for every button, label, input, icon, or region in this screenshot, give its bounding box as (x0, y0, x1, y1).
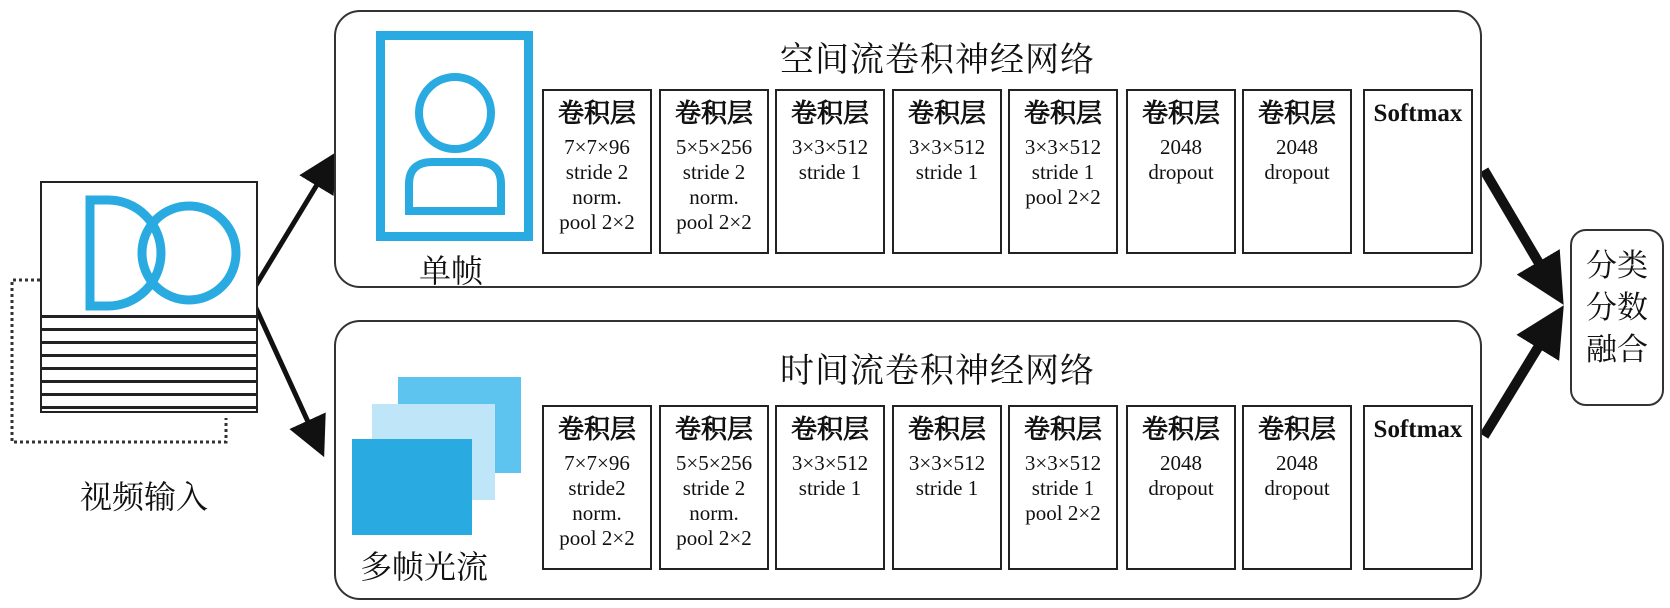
spatial-layer-2 (659, 89, 769, 254)
layer-spec: stride 2 (565, 160, 629, 184)
temporal-layer-7 (1242, 405, 1352, 570)
layer-spec: stride 2 (682, 160, 746, 184)
fusion-line: 分数 (1586, 290, 1648, 326)
layer-spec: 2048 (1276, 451, 1318, 475)
arrow-spatial-to-fusion (1484, 170, 1556, 292)
layer-spec: dropout (1264, 160, 1330, 184)
layer-name: 卷积层 (674, 415, 753, 445)
layer-spec: 3×3×512 (908, 135, 986, 159)
arrow-to-spatial (250, 160, 332, 295)
layer-spec: stride 1 (1031, 476, 1095, 500)
layer-spec: norm. (572, 185, 622, 209)
frame-lines (42, 315, 256, 411)
temporal-layer-8 (1363, 405, 1473, 570)
layer-name: 卷积层 (557, 99, 636, 129)
layer-name: 卷积层 (1141, 99, 1220, 129)
layer-name: 卷积层 (1023, 415, 1102, 445)
layer-spec: stride 2 (682, 476, 746, 500)
layer-spec: 2048 (1160, 135, 1202, 159)
layer-name: 卷积层 (790, 99, 869, 129)
spatial-layer-3 (775, 89, 885, 254)
spatial-layer-7 (1242, 89, 1352, 254)
spatial-stream-title: 空间流卷积神经网络 (780, 40, 1095, 80)
layer-spec: pool 2×2 (1025, 501, 1101, 525)
fusion-line: 分类 (1586, 248, 1648, 284)
layer-spec: stride 1 (915, 160, 979, 184)
layer-name: Softmax (1373, 100, 1463, 127)
flow-frame-front (352, 439, 472, 535)
layer-name: 卷积层 (1257, 99, 1336, 129)
temporal-layer-1 (542, 405, 652, 570)
temporal-layer-4 (892, 405, 1002, 570)
single-frame-icon (376, 31, 533, 241)
layer-spec: stride2 (568, 476, 626, 500)
layer-spec: 5×5×256 (675, 451, 753, 475)
temporal-layer-3 (775, 405, 885, 570)
layer-spec: 7×7×96 (564, 451, 630, 475)
spatial-layer-5 (1008, 89, 1118, 254)
layer-spec: dropout (1264, 476, 1330, 500)
layer-name: 卷积层 (907, 99, 986, 129)
score-fusion-box (1570, 229, 1664, 406)
layer-name: 卷积层 (907, 415, 986, 445)
layer-spec: dropout (1148, 476, 1214, 500)
layer-spec: pool 2×2 (676, 526, 752, 550)
spatial-layer-4 (892, 89, 1002, 254)
spatial-layer-1 (542, 89, 652, 254)
layer-spec: 3×3×512 (1024, 135, 1102, 159)
spatial-layer-6 (1126, 89, 1236, 254)
optical-flow-icon (352, 377, 522, 535)
temporal-layer-2 (659, 405, 769, 570)
layer-name: 卷积层 (557, 415, 636, 445)
temporal-layer-6 (1126, 405, 1236, 570)
layer-spec: norm. (689, 185, 739, 209)
layer-name: 卷积层 (674, 99, 753, 129)
layer-spec: 2048 (1160, 451, 1202, 475)
layer-spec: 5×5×256 (675, 135, 753, 159)
layer-name: Softmax (1373, 416, 1463, 443)
layer-spec: stride 1 (1031, 160, 1095, 184)
video-input-label: 视频输入 (80, 478, 209, 516)
layer-spec: pool 2×2 (559, 526, 635, 550)
spatial-layer-8 (1363, 89, 1473, 254)
layer-spec: 2048 (1276, 135, 1318, 159)
layer-spec: stride 1 (915, 476, 979, 500)
layer-name: 卷积层 (1257, 415, 1336, 445)
layer-spec: pool 2×2 (1025, 185, 1101, 209)
layer-spec: 3×3×512 (791, 451, 869, 475)
layer-spec: pool 2×2 (676, 210, 752, 234)
multi-frame-flow-label: 多帧光流 (360, 548, 489, 586)
layer-name: 卷积层 (790, 415, 869, 445)
layer-spec: 3×3×512 (1024, 451, 1102, 475)
layer-name: 卷积层 (1023, 99, 1102, 129)
layer-spec: 3×3×512 (908, 451, 986, 475)
arrow-temporal-to-fusion (1484, 318, 1556, 436)
single-frame-label: 单帧 (419, 252, 484, 290)
layer-spec: 3×3×512 (791, 135, 869, 159)
layer-name: 卷积层 (1141, 415, 1220, 445)
layer-spec: stride 1 (798, 160, 862, 184)
temporal-stream-title: 时间流卷积神经网络 (780, 351, 1095, 391)
layer-spec: stride 1 (798, 476, 862, 500)
layer-spec: dropout (1148, 160, 1214, 184)
video-input-stack (40, 181, 258, 413)
layer-spec: 7×7×96 (564, 135, 630, 159)
layer-spec: norm. (572, 501, 622, 525)
arrow-to-temporal (250, 295, 320, 448)
layer-spec: norm. (689, 501, 739, 525)
temporal-layer-5 (1008, 405, 1118, 570)
fusion-line: 融合 (1586, 332, 1648, 368)
video-logo-icon (42, 183, 255, 315)
person-icon (385, 40, 524, 232)
layer-spec: pool 2×2 (559, 210, 635, 234)
